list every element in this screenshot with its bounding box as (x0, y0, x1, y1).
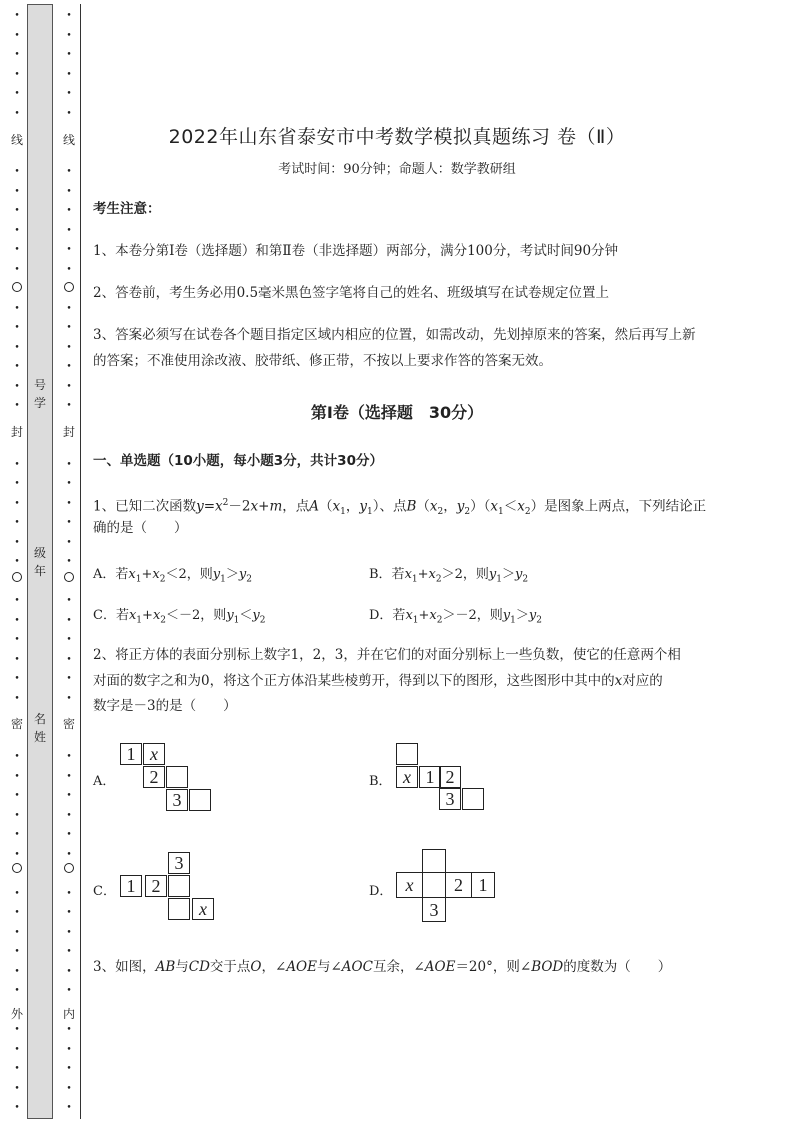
dot: • (14, 89, 20, 99)
net-cell: 2 (439, 766, 461, 788)
dot: • (14, 537, 20, 548)
q3-text: 的度数为（ ） (563, 959, 672, 975)
net-x: x (199, 899, 207, 919)
net-x: x (405, 875, 414, 895)
q1-option-b[interactable]: B．若$x_1+x_2>2$，则$y_1>y_2$ (369, 567, 529, 585)
net-cell (396, 743, 418, 765)
inner-mark-nei: 内 (62, 1007, 75, 1021)
q3-text: 与 (175, 959, 189, 975)
dot: • (14, 1083, 20, 1094)
dot: • (14, 752, 20, 762)
dot: • (66, 966, 72, 977)
net-cell (168, 898, 190, 920)
question-2-line-2: 对面的数字之和为0，将这个正方体沿某些棱剪开，得到以下的图形，这些图形中其中的x对应的 (93, 673, 663, 689)
dot: • (66, 537, 72, 548)
dot: • (14, 245, 20, 255)
dot: • (66, 186, 72, 197)
dot: • (66, 752, 72, 762)
dot: • (14, 557, 20, 567)
dot: • (66, 986, 72, 996)
dot: • (14, 1025, 20, 1035)
q1-option-c[interactable]: C．若$x_1+x_2<-2$，则$y_1<y_2$ (93, 608, 266, 626)
dot: • (66, 303, 72, 314)
dot: • (14, 50, 20, 60)
dot: • (14, 186, 20, 197)
dot: • (66, 830, 72, 840)
inner-circle-icon (64, 572, 74, 582)
dot: • (14, 69, 20, 80)
dot: • (14, 518, 20, 528)
question-2-line-1: 2、将正方体的表面分别标上数字1，2，3，并在它们的对面分别标上一些负数，使它的任意两个相 (93, 647, 681, 663)
dot: • (14, 888, 20, 899)
dot: • (66, 206, 72, 216)
dot: • (14, 596, 20, 606)
inner-mark-feng: 封 (62, 425, 75, 439)
dot: • (14, 1064, 20, 1074)
net-cell (168, 875, 190, 897)
dot: • (14, 362, 20, 372)
question-3: 3、如图，AB与CD交于点O，∠AOE与∠AOC互余，∠AOE＝20°，则∠BOD的度数为（ ） (93, 959, 672, 975)
dot: • (14, 342, 20, 353)
q2-option-d-label[interactable]: D． (369, 884, 393, 899)
dot: • (14, 479, 20, 489)
grade-label: 级 年 (33, 546, 46, 578)
dot: • (14, 11, 20, 21)
dot: • (66, 615, 72, 626)
inner-mark-xian: 线 (62, 133, 75, 147)
net-cell: 1 (120, 743, 142, 765)
dot: • (66, 89, 72, 99)
net-cell (396, 766, 418, 788)
q2-option-a-label[interactable]: A． (93, 774, 116, 789)
dot: • (14, 1044, 20, 1055)
dot: • (14, 225, 20, 236)
dot: • (14, 986, 20, 996)
dot: • (14, 791, 20, 801)
dot: • (14, 323, 20, 333)
dot: • (66, 498, 72, 509)
dot: • (14, 401, 20, 411)
dot: • (14, 108, 20, 119)
dot: • (14, 810, 20, 821)
dot: • (66, 1103, 72, 1113)
dot: • (66, 693, 72, 704)
option-label: A．若 (93, 567, 129, 582)
student-number-label: 号 学 (33, 378, 46, 410)
q3-text: ＝20°，则∠ (455, 959, 532, 975)
outer-mark-mi: 密 (10, 717, 23, 731)
dot: • (66, 401, 72, 411)
dot: • (66, 674, 72, 684)
net-cell (422, 872, 446, 898)
dot: • (66, 1025, 72, 1035)
outer-mark-xian: 线 (10, 133, 23, 147)
dot: • (66, 635, 72, 645)
option-then: ，则 (200, 608, 227, 623)
dot: • (66, 771, 72, 782)
dot: • (14, 615, 20, 626)
dot: • (14, 30, 20, 41)
dot: • (14, 966, 20, 977)
dot: • (66, 1064, 72, 1074)
notice-item-3-cont: 的答案；不准使用涂改液、胶带纸、修正带，不按以上要求作答的答案无效。 (93, 353, 552, 369)
inner-circle-icon (64, 282, 74, 292)
dot: • (66, 479, 72, 489)
option-then: ，则 (476, 608, 503, 623)
question-1-line-1: 1、已知二次函数$y=x^2-2x+m$，点$A(x_1$，$y_1$）、点$B(x_2$，$y_2)(x_1<x_2)$是图象上两点，下列结论正 (93, 498, 707, 518)
dot: • (66, 927, 72, 938)
q2-text: 对面的数字之和为0，将这个正方体沿某些棱剪开，得到以下的图形，这些图形中其中的 (93, 673, 615, 689)
dot: • (66, 947, 72, 957)
notice-heading: 考生注意： (93, 201, 161, 217)
dot: • (14, 167, 20, 177)
dot: • (66, 323, 72, 333)
dot: • (14, 947, 20, 957)
dot: • (66, 1083, 72, 1094)
question-2-line-3: 数字是－3的是（ ） (93, 698, 237, 714)
net-cell (143, 743, 165, 765)
option-label: D．若 (369, 608, 406, 623)
net-cell: 1 (471, 872, 495, 898)
dot: • (14, 830, 20, 840)
dot: • (66, 167, 72, 177)
dot: • (66, 50, 72, 60)
dot: • (14, 206, 20, 216)
dot: • (14, 693, 20, 704)
dot: • (66, 654, 72, 665)
part-heading: 一、单选题（10小题，每小题3分，共计30分） (93, 453, 383, 469)
notice-item-1: 1、本卷分第Ⅰ卷（选择题）和第Ⅱ卷（非选择题）两部分，满分100分，考试时间90分钟 (93, 243, 619, 259)
net-cell: 3 (166, 789, 188, 811)
dot: • (14, 849, 20, 860)
q3-text: 3、如图， (93, 959, 156, 975)
question-1-line-2: 确的是（ ） (93, 520, 188, 536)
dot: • (66, 362, 72, 372)
dot: • (66, 888, 72, 899)
q1-text: 、点 (379, 498, 407, 515)
dot: • (14, 459, 20, 470)
option-then: ，则 (186, 567, 213, 582)
inner-mark-mi: 密 (62, 717, 75, 731)
page-title: 2022年山东省泰安市中考数学模拟真题练习 卷（Ⅱ） (168, 126, 626, 148)
net-cell (189, 789, 211, 811)
q1-option-a[interactable]: A．若$x_1+x_2<2$，则$y_1>y_2$ (93, 567, 252, 585)
net-cell (396, 872, 423, 898)
dot: • (66, 225, 72, 236)
dot: • (66, 264, 72, 275)
outer-circle-icon (12, 572, 22, 582)
net-cell: 2 (145, 875, 167, 897)
q3-text: 互余，∠ (372, 959, 425, 975)
q2-option-b-label[interactable]: B． (369, 774, 392, 789)
dot: • (14, 771, 20, 782)
net-cell: 1 (120, 875, 142, 897)
net-x: x (150, 744, 158, 764)
dot: • (66, 791, 72, 801)
dot: • (66, 342, 72, 353)
dot: • (14, 1103, 20, 1113)
inner-circle-icon (64, 863, 74, 873)
dot: • (14, 498, 20, 509)
dot: • (14, 927, 20, 938)
option-label: C．若 (93, 608, 129, 623)
q3-text: 与∠ (316, 959, 342, 975)
net-cell (192, 898, 214, 920)
dot: • (66, 245, 72, 255)
net-cell (422, 849, 446, 873)
net-cell: 1 (419, 766, 441, 788)
dot: • (66, 908, 72, 918)
q1-text: 是图象上两点，下列结论正 (544, 498, 707, 515)
net-cell: 3 (422, 897, 446, 922)
q2-text: 对应的 (622, 673, 663, 689)
outer-circle-icon (12, 282, 22, 292)
outer-mark-feng: 封 (10, 425, 23, 439)
dot: • (14, 908, 20, 918)
dot: • (66, 108, 72, 119)
dot: • (66, 518, 72, 528)
dot: • (66, 849, 72, 860)
q3-text: ，∠ (261, 959, 287, 975)
net-x: x (403, 767, 411, 787)
dot: • (66, 30, 72, 41)
notice-item-3: 3、答案必须写在试卷各个题目指定区域内相应的位置，如需改动，先划掉原来的答案，然后再写上新 (93, 327, 696, 343)
dot: • (14, 635, 20, 645)
section-title: 第Ⅰ卷（选择题 30分） (310, 403, 484, 422)
net-cell (166, 766, 188, 788)
net-cell: 2 (445, 872, 472, 898)
name-label: 名 姓 (33, 712, 46, 744)
net-cell (462, 788, 484, 810)
dot: • (66, 1044, 72, 1055)
dot: • (14, 674, 20, 684)
outer-circle-icon (12, 863, 22, 873)
notice-item-2: 2、答卷前，考生务必用0.5毫米黑色签字笔将自己的姓名、班级填写在试卷规定位置上 (93, 285, 610, 301)
dot: • (66, 11, 72, 21)
q2-option-c-label[interactable]: C． (93, 884, 116, 899)
dot: • (66, 381, 72, 392)
q1-option-d[interactable]: D．若$x_1+x_2>-2$，则$y_1>y_2$ (369, 608, 542, 626)
dot: • (66, 596, 72, 606)
q3-text: 交于点 (209, 959, 251, 975)
net-cell: 2 (143, 766, 165, 788)
dot: • (14, 654, 20, 665)
dot: • (66, 810, 72, 821)
dot: • (66, 459, 72, 470)
net-cell: 3 (168, 852, 190, 874)
net-cell: 3 (439, 788, 461, 810)
exam-subtitle: 考试时间：90分钟；命题人：数学教研组 (278, 162, 516, 177)
option-label: B．若 (369, 567, 405, 582)
q1-text: ，点 (282, 498, 310, 515)
option-then: ，则 (462, 567, 489, 582)
dot: • (14, 303, 20, 314)
dot: • (14, 381, 20, 392)
dot: • (14, 264, 20, 275)
outer-mark-wai: 外 (10, 1007, 23, 1021)
dot: • (66, 69, 72, 80)
q1-text: 1、已知二次函数 (93, 498, 197, 515)
dot: • (66, 557, 72, 567)
